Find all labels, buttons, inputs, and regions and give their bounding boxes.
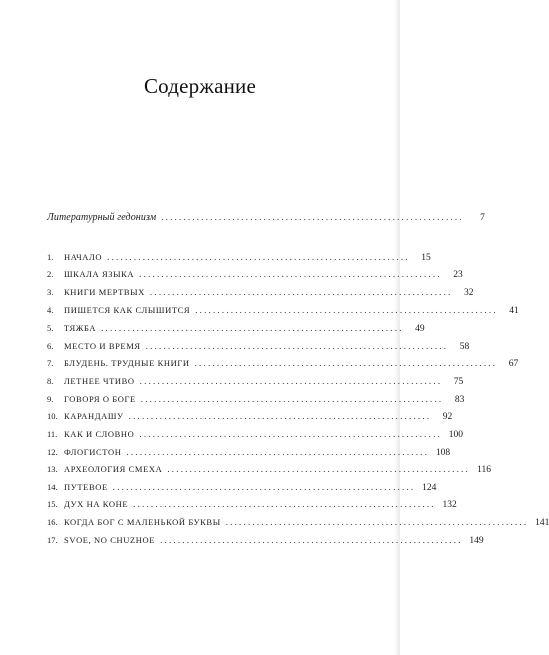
toc-chapter-number: 11. [47,429,58,439]
toc-leader-dots: .................................................................... [128,411,432,421]
toc-leader-dots: .................................................................... [161,212,464,222]
toc-row [47,392,465,406]
toc-leader-dots: .................................................................... [112,482,416,492]
toc-chapter-number: 10. [47,411,58,421]
toc-chapter-number: 13. [47,464,58,474]
toc-chapter-title: КОГДА БОГ С МАЛЕНЬКОЙ БУКВЫ [64,517,221,527]
toc-leader-dots: .................................................................... [167,464,470,474]
toc-row [47,303,519,317]
toc-intro-page: 7 [480,213,485,223]
toc-leader-dots: .................................................................... [101,323,404,333]
toc-row [47,374,464,388]
toc-leader-dots: .................................................................... [225,517,529,527]
toc-chapter-page: 132 [442,500,457,510]
toc-chapter-page: 23 [453,270,463,280]
toc-chapter-title: ПИШЕТСЯ КАК СЛЫШИТСЯ [64,305,191,315]
toc-chapter-title: ФЛОГИСТОН [64,447,122,457]
toc-chapter-title: ШКАЛА ЯЗЫКА [64,269,135,279]
toc-chapter-page: 141 [535,518,549,528]
toc-chapter-number: 3. [47,287,54,297]
toc-row [47,445,451,459]
toc-row [47,250,431,264]
toc-chapter-page: 116 [477,465,491,475]
toc-leader-dots: .................................................................... [126,447,430,457]
toc-chapter-title: ДУХ НА КОНЕ [64,499,129,509]
toc-chapter-page: 100 [448,430,463,440]
toc-row [47,480,437,494]
toc-leader-dots: .................................................................... [139,429,442,439]
toc-chapter-page: 58 [459,342,470,352]
toc-row [47,515,549,529]
toc-leader-dots: .................................................................... [149,287,453,297]
page-title: Содержание [143,74,257,98]
toc-chapter-title: КНИГИ МЕРТВЫХ [64,287,145,297]
toc-chapter-page: 75 [453,377,464,387]
toc-row [47,356,519,370]
toc-leader-dots: .................................................................... [107,252,410,262]
toc-row [47,427,463,441]
toc-row [47,409,453,423]
toc-chapter-page: 49 [415,324,425,334]
toc-row [47,321,425,335]
toc-chapter-number: 5. [47,323,54,333]
toc-leader-dots: .................................................................... [194,358,498,368]
toc-chapter-page: 15 [421,253,431,263]
toc-chapter-title: БЛУДЕНЬ. ТРУДНЫЕ КНИГИ [64,358,190,368]
toc-chapter-page: 32 [464,288,474,298]
toc-leader-dots: .................................................................... [195,305,498,315]
toc-chapter-number: 17. [47,535,58,545]
toc-chapter-number: 15. [47,499,58,509]
toc-row [47,462,491,476]
toc-leader-dots: .................................................................... [160,535,463,545]
toc-chapter-page: 124 [422,483,437,493]
toc-leader-dots: .................................................................... [139,376,443,386]
toc-chapter-number: 16. [47,517,58,527]
toc-chapter-page: 83 [454,395,465,405]
toc-chapter-title: АРХЕОЛОГИЯ СМЕХА [64,464,163,474]
toc-chapter-page: 149 [469,536,484,546]
toc-chapter-page: 108 [435,448,451,458]
toc-leader-dots: .................................................................... [139,269,442,279]
toc-chapter-title: ПУТЕВОЕ [64,482,108,492]
toc-chapter-number: 2. [47,269,54,279]
toc-chapter-number: 7. [47,358,54,368]
toc-row [47,339,470,353]
toc-chapter-title: НАЧАЛО [64,252,103,262]
toc-chapter-title: ГОВОРЯ О БОГЕ [64,394,136,404]
toc-leader-dots: .................................................................... [133,499,436,509]
toc-row [47,533,484,547]
toc-leader-dots: .................................................................... [145,341,449,351]
toc-chapter-title: МЕСТО И ВРЕМЯ [64,341,141,351]
toc-chapter-number: 4. [47,305,54,315]
toc-chapter-number: 6. [47,341,54,351]
toc-chapter-title: КАК И СЛОВНО [64,429,135,439]
toc-chapter-page: 41 [509,306,519,316]
toc-row [47,267,463,281]
toc-leader-dots: .................................................................... [140,394,444,404]
toc-chapter-page: 67 [508,359,519,369]
toc-chapter-number: 14. [47,482,58,492]
toc-chapter-title: ТЯЖБА [64,323,97,333]
toc-row [47,497,457,511]
toc-chapter-page: 92 [442,412,453,422]
toc-chapter-title: SVOE, NO CHUZHOE [64,535,156,545]
toc-chapter-title: КАРАНДАШУ [64,411,124,421]
toc-intro-label: Литературный гедонизм [47,212,157,223]
toc-chapter-title: ЛЕТНЕЕ ЧТИВО [64,376,135,386]
toc-chapter-number: 1. [47,252,54,262]
toc-chapter-number: 12. [47,447,58,457]
toc-row [47,285,474,299]
toc-row-intro [47,210,485,224]
toc-chapter-number: 9. [47,394,54,404]
toc-chapter-number: 8. [47,376,54,386]
